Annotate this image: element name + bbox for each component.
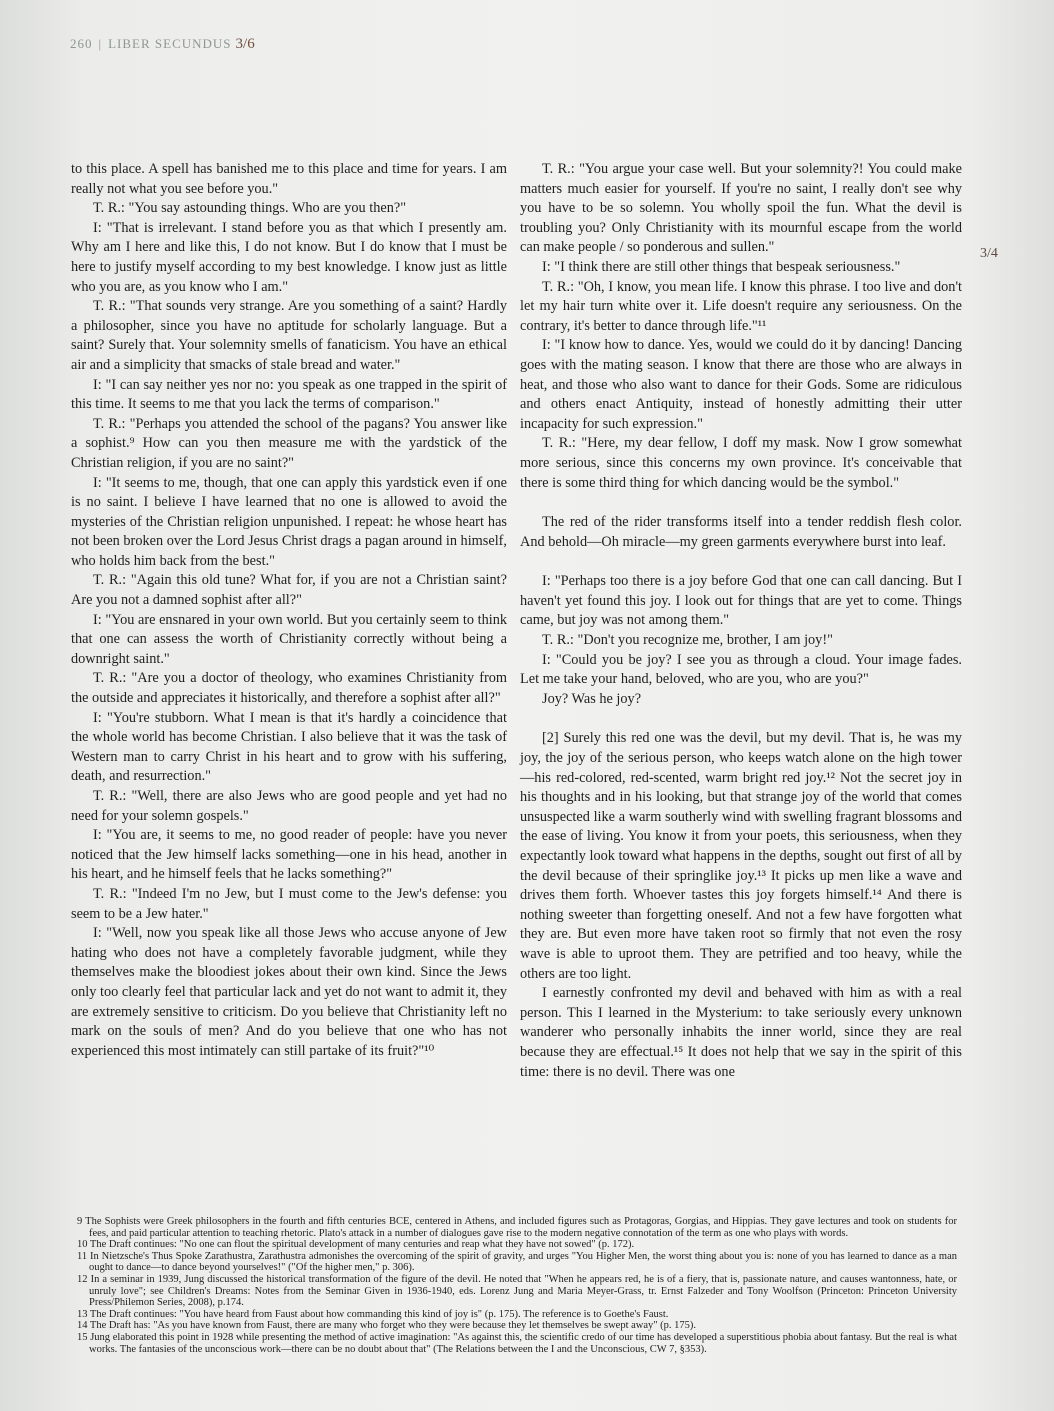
- paragraph: T. R.: "Don't you recognize me, brother, I am joy!": [542, 632, 833, 649]
- paragraph: [2] Surely this red one was the devil, but my devil. That is, he was my joy, the joy of the serious person, who keeps watch alone on the high tower—his red-colored, red-scented, warm bright red joy.¹² Not the secret joy in his thoughts and in his looking, but that strange joy of the world that comes unsuspected like a warm southerly wind with swelling fragrant blossoms and the ease of living. You know it from your poets, this seriousness, when they expectantly look toward what happens in the depths, sought out first of all by the devil because of their springlike joy.¹³ It picks up men like a wave and drives them forth. Whoever tastes this joy forgets himself.¹⁴ And there is nothing sweeter than forgetting oneself. And not a few have forgotten what they are. But even more have taken root so firmly that not even the rosy wave is able to uproot them. They are petrified and too heavy, while the others are too light.: [520, 730, 962, 982]
- paragraph: T. R.: "Perhaps you attended the school of the pagans? You answer like a sophist.⁹ How can you then measure me with the yardstick of the Christian religion, if you are no saint?": [71, 415, 507, 471]
- paragraph: I: "Well, now you speak like all those Jews who accuse anyone of Jew hating who does not have a completely favorable judgment, while they themselves make the bloodiest jokes about their own kind. Since the Jews only too clearly feel that particular lack and yet do not want to admit it, they are extremely sensitive to criticism. Do you believe that Christianity left no mark on the souls of men? And do you believe that one who has not experienced this most intimately can still partake of its fruit?"¹⁰: [71, 925, 507, 1059]
- paragraph: I: "You're stubborn. What I mean is that it's hardly a coincidence that the whole world has become Christian. I also believe that it was the task of Western man to carry Christ in his heart and to grow with his suffering, death, and resurrection.": [71, 709, 507, 785]
- paragraph: I: "You are ensnared in your own world. But you certainly seem to think that one can assess the worth of Christianity correctly without being a downright saint.": [71, 611, 507, 667]
- margin-page-reference: 3/4: [980, 246, 998, 261]
- paragraph: I: "It seems to me, though, that one can apply this yardstick even if one is no saint. I believe I have learned that no one is allowed to avoid the mysteries of the Christian religion unpunished. I repeat: he whose heart has not been broken over the Lord Jesus Christ drags a pagan around in himself, who holds him back from the best.": [71, 474, 507, 569]
- paragraph: I: "I think there are still other things that bespeak seriousness.": [542, 258, 901, 275]
- footnotes: [77, 1216, 957, 1355]
- footnote: 12 In a seminar in 1939, Jung discussed the historical transformation of the figure of the devil. He noted that "When he appears red, he is of a fiery, that is, passionate nature, and causes wantonness, hate, or unruly love"; see Children's Dreams: Notes from the Seminar Given in 1936-1940, eds. Lorenz Jung and Maria Meyer-Grass, tr. Ernst Falzeder and Tony Woolfson (Princeton: Princeton University Press/Philemon Series, 2008), p.174.: [77, 1273, 957, 1309]
- paragraph: I: "I know how to dance. Yes, would we could do it by dancing! Dancing goes with the mating season. I know that there are those who are always in heat, and those who also want to dance for their Gods. Some are ridiculous and others enact Antiquity, instead of honestly admitting their utter incapacity for such expression.": [520, 337, 962, 432]
- footnote: 10 The Draft continues: "No one can flout the spiritual development of many centuries and reap what they have not sowed" (p. 172).: [77, 1239, 635, 1251]
- footnote: 14 The Draft has: "As you have known from Faust, there are many who forget who they were because they let themselves be swept away" (p. 175).: [77, 1320, 697, 1332]
- footnote: 15 Jung elaborated this point in 1928 while presenting the method of active imagination: "As against this, the scientific credo of our time has developed a superstitious phobia about fantasy. But the real is what works. The fantasies of the unconscious work—there can be no doubt about that" (The Relations between the I and the Unconscious, CW 7, §353).: [77, 1331, 957, 1355]
- paragraph: T. R.: "That sounds very strange. Are you something of a saint? Hardly a philosopher, since you have no aptitude for scholarly language. But a saint? Surely that. Your solemnity smells of fanaticism. You have an ethical air and a simplicity that smacks of stale bread and water.": [71, 298, 507, 373]
- footnote: 9 The Sophists were Greek philosophers in the fourth and fifth centuries BCE, centered in Athens, and included figures such as Protagoras, Gorgias, and Hippias. They gave lectures and took on students for fees, and paid particular attention to teaching rhetoric. Plato's attack in a number of dialogues gave rise to the modern negative connotation of the term as one who plays with words.: [77, 1216, 957, 1239]
- paragraph: T. R.: "Again this old tune? What for, if you are not a Christian saint? Are you not a damned sophist after all?": [71, 572, 507, 609]
- book-title: LIBER SECUNDUS: [108, 36, 232, 51]
- paragraph: I: "Could you be joy? I see you as through a cloud. Your image fades. Let me take your hand, beloved, who are you, who are you?": [520, 651, 962, 688]
- paragraph: T. R.: "You argue your case well. But your solemnity?! You could make matters much easier for yourself. If you're no saint, I really don't see why you have to be so solemn. You wholly spoil the fun. What the devil is troubling you? Only Christianity with its mournful escape from the world can make people / so ponderous and sullen.": [520, 161, 962, 256]
- paragraph: T. R.: "Are you a doctor of theology, who examines Christianity from the outside and appreciates it historically, and therefore a sophist after all?": [71, 670, 507, 707]
- paragraph: I: "That is irrelevant. I stand before you as that which I presently am. Why am I here and like this, I do not know. But I do know that I must be here to justify myself according to my best knowledge. I know just as little who you are, as you know who I am.": [71, 219, 507, 295]
- paragraph: I: "I can say neither yes nor no: you speak as one trapped in the spirit of this time. It seems to me that you lack the terms of comparison.": [71, 376, 507, 413]
- paragraph: T. R.: "Oh, I know, you mean life. I know this phrase. I too live and don't let my hair turn white over it. Life doesn't require any seriousness. On the contrary, it's better to dance through life."¹¹: [520, 278, 962, 334]
- running-header: [70, 36, 255, 53]
- paragraph: to this place. A spell has banished me to this place and time for years. I am really not what you see before you.": [71, 161, 507, 197]
- footnote: 13 The Draft continues: "You have heard from Faust about how commanding this kind of joy is" (p. 175). The reference is to Goethe's Faust.: [77, 1308, 669, 1320]
- header-separator: |: [98, 36, 103, 51]
- left-column: [71, 160, 507, 1061]
- paragraph: T. R.: "Indeed I'm no Jew, but I must come to the Jew's defense: you seem to be a Jew hater.": [71, 885, 507, 922]
- paragraph: The red of the rider transforms itself into a tender reddish flesh color. And behold—Oh miracle—my green garments everywhere burst into leaf.: [520, 514, 962, 550]
- paragraph: I earnestly confronted my devil and behaved with him as with a real person. This I learned in the Mysterium: to take seriously every unknown wanderer who personally inhabits the inner world, since they are real because they are effectual.¹⁵ It does not help that we say in the spirit of this time: there is no devil. There was one: [520, 985, 962, 1080]
- paragraph: I: "Perhaps too there is a joy before God that one can call dancing. But I haven't yet found this joy. I look out for things that are yet to come. Things came, but joy was not among them.": [520, 573, 962, 629]
- paragraph: I: "You are, it seems to me, no good reader of people: have you never noticed that the Jew himself lacks something—one in his head, another in his heart, and he himself feels that he lacks something?": [71, 827, 507, 883]
- paragraph: Joy? Was he joy?: [542, 690, 642, 707]
- right-column: [520, 160, 962, 1082]
- section-marker: 3/6: [235, 36, 255, 52]
- page-number: 260: [70, 36, 93, 51]
- paragraph: T. R.: "Well, there are also Jews who are good people and yet had no need for your solemn gospels.": [71, 788, 507, 824]
- paragraph: T. R.: "Here, my dear fellow, I doff my mask. Now I grow somewhat more serious, since this concerns my own province. It's conceivable that there is some third thing for which dancing would be the symbol.": [520, 435, 962, 491]
- paragraph: T. R.: "You say astounding things. Who are you then?": [93, 200, 407, 217]
- footnote: 11 In Nietzsche's Thus Spoke Zarathustra, Zarathustra admonishes the overcoming of the spirit of gravity, and urges "You Higher Men, the worst thing about you is: none of you has learned to dance as a man ought to dance—to dance beyond yourselves!" ("Of the higher men," p. 306).: [77, 1250, 957, 1274]
